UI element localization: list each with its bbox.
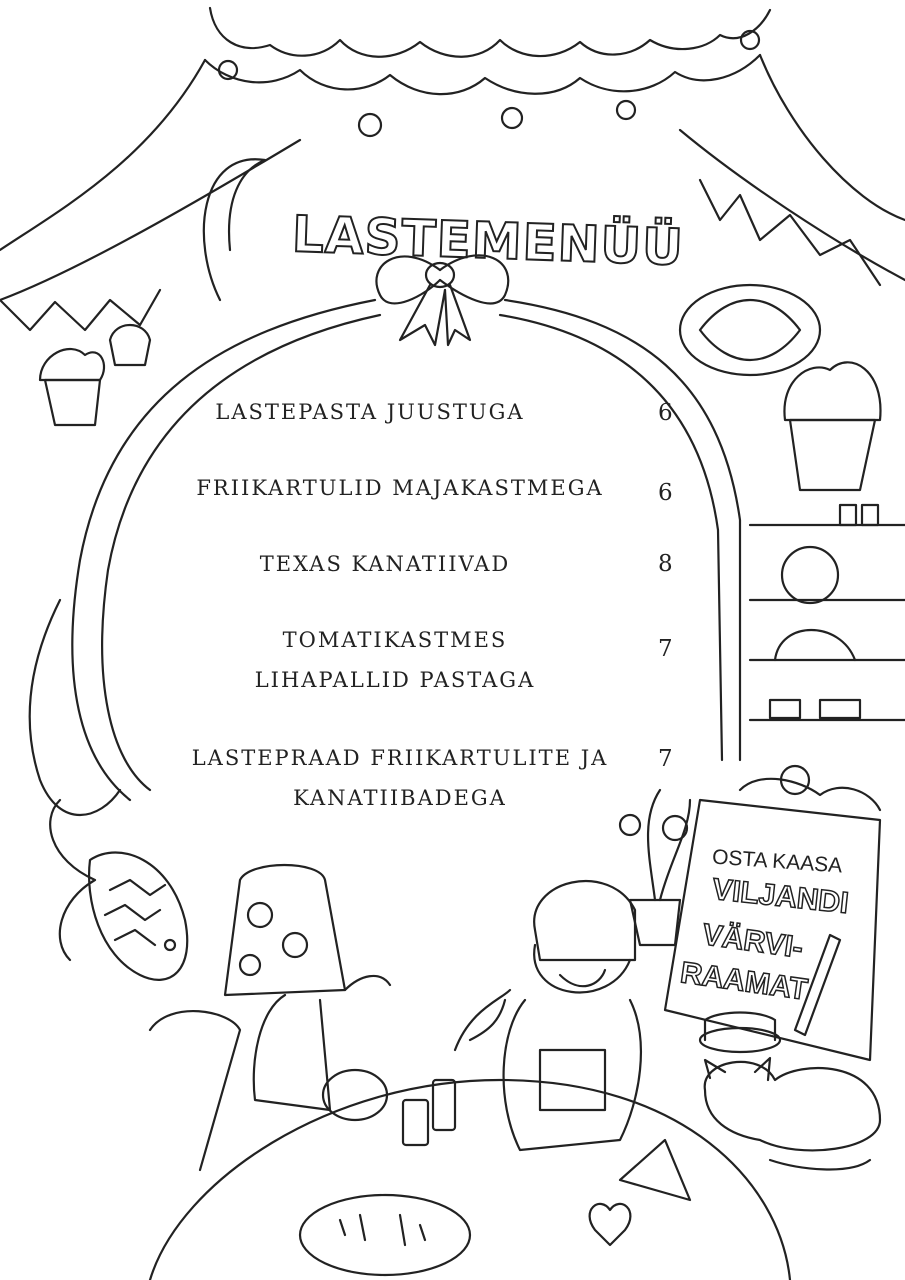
menu-title: LASTEMENÜÜ <box>291 205 685 277</box>
pretzel-illustration <box>680 285 820 375</box>
menu-item-5-name-line2: KANATIIBADEGA <box>293 786 507 810</box>
fish-illustration <box>50 800 187 980</box>
menu-item-2-price: 6 <box>658 480 673 506</box>
menu-item-5-name-line1: LASTEPRAAD FRIIKARTULITE JA <box>191 746 609 770</box>
menu-item-4-name-line2: LIHAPALLID PASTAGA <box>254 668 536 692</box>
paper-cone-illustration <box>620 1140 690 1200</box>
shop-counter-illustration <box>750 505 905 720</box>
sign-line-2: VILJANDI <box>710 872 851 921</box>
menu-item-2-name: FRIIKARTULID MAJAKASTMEGA <box>196 476 604 500</box>
menu-item-1-name: LASTEPASTA JUUSTUGA <box>215 400 525 424</box>
menu-item-5-price: 7 <box>658 746 673 772</box>
menu-item-3-price: 8 <box>658 551 673 577</box>
hook-illustration <box>204 159 265 300</box>
sign-line-3: VÄRVI- <box>700 918 806 965</box>
menu-item-4-name-line1: TOMATIKASTMES <box>282 628 508 652</box>
girl-illustration <box>150 865 390 1170</box>
sign-line-4: RAAMAT <box>678 956 810 1007</box>
boy-illustration <box>504 881 641 1150</box>
menu-item-4-price: 7 <box>658 636 673 662</box>
table-illustration <box>150 990 790 1280</box>
cake-illustration <box>700 1013 780 1053</box>
sign-line-1: OSTA KAASA <box>711 845 844 878</box>
menu-item-1-price: 6 <box>658 400 673 426</box>
cat-illustration <box>705 1058 880 1169</box>
menu-item-3-name: TEXAS KANATIIVAD <box>259 552 511 576</box>
heart-illustration <box>590 1204 631 1245</box>
